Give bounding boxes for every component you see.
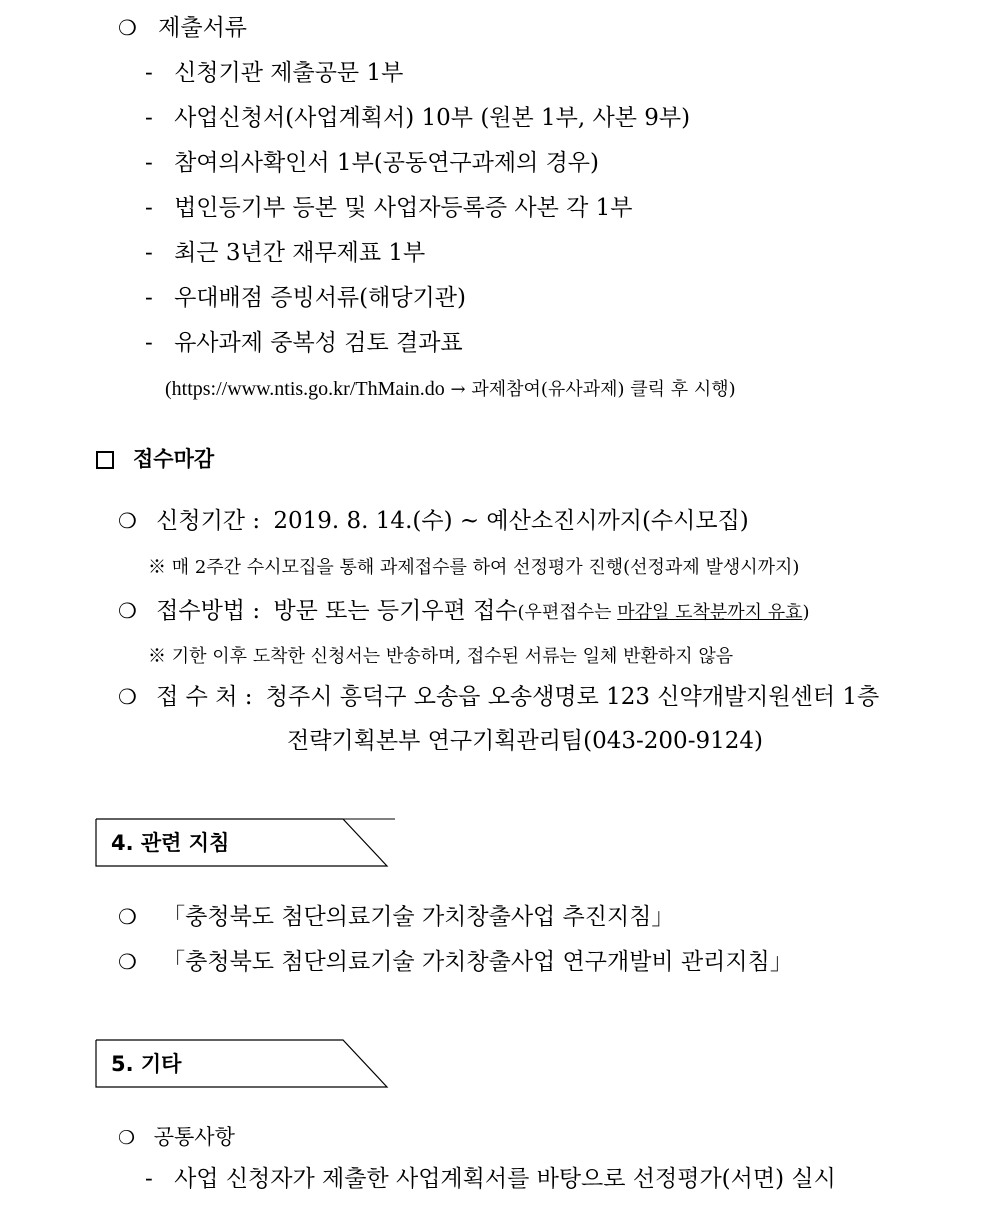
dash-bullet: - [145, 1166, 153, 1192]
method-note: ※ 기한 이후 도착한 신청서는 반송하며, 접수된 서류는 일체 반환하지 않음 [148, 646, 734, 667]
checkbox-square-icon [96, 451, 114, 469]
dash-bullet: - [145, 330, 153, 356]
circle-bullet-icon: ❍ [118, 950, 137, 974]
dash-bullet: - [145, 240, 153, 266]
common-heading-row [118, 1122, 235, 1153]
method-underlined-text: 마감일 도착분까지 유효 [617, 602, 803, 623]
dash-bullet: - [145, 285, 153, 311]
list-item-text: 우대배점 증빙서류(해당기관) [174, 285, 466, 311]
circle-bullet-icon: ❍ [118, 599, 137, 623]
place-line1: 청주시 흥덕구 오송읍 오송생명로 123 신약개발지원센터 1층 [265, 684, 880, 710]
dash-bullet: - [145, 60, 153, 86]
period-note: ※ 매 2주간 수시모집을 통해 과제접수를 하여 선정평가 진행(선정과제 발생시까지) [148, 557, 800, 578]
dash-bullet: - [145, 105, 153, 131]
url-note [165, 374, 736, 405]
section4-title: 4. 관련 지침 [111, 831, 230, 855]
deadline-heading: 접수마감 [133, 447, 215, 471]
list-item [145, 1164, 836, 1194]
list-item [145, 328, 463, 358]
section5-header [95, 1039, 395, 1089]
method-paren-close: ) [802, 602, 810, 623]
guideline-text: 「충청북도 첨단의료기술 가치창출사업 연구개발비 관리지침」 [162, 949, 793, 975]
list-item-text: 사업 신청자가 제출한 사업계획서를 바탕으로 선정평가(서면) 실시 [174, 1166, 836, 1192]
place-line2: 전략기획본부 연구기획관리팀(043-200-9124) [287, 728, 763, 754]
method-paren [518, 602, 810, 623]
circle-bullet-icon: ❍ [118, 905, 137, 929]
place-row [118, 682, 879, 712]
method-label: 접수방법 : [156, 598, 261, 624]
guideline-item [118, 947, 793, 977]
submit-docs-heading [118, 13, 247, 43]
guideline-text: 「충청북도 첨단의료기술 가치창출사업 추진지침」 [162, 904, 675, 930]
circle-bullet-icon: ❍ [118, 685, 137, 709]
section4-header [95, 818, 395, 868]
list-item [145, 283, 466, 313]
circle-bullet-icon: ❍ [118, 1127, 136, 1149]
url-note-text: → 과제참여(유사과제) 클릭 후 시행) [450, 379, 736, 400]
dash-bullet: - [145, 195, 153, 221]
common-heading-text: 공통사항 [153, 1125, 235, 1149]
list-item-text: 법인등기부 등본 및 사업자등록증 사본 각 1부 [174, 195, 633, 221]
list-item-text: 유사과제 중복성 검토 결과표 [174, 330, 463, 356]
list-item [145, 238, 425, 268]
url-link-text: (https://www.ntis.go.kr/ThMain.do [165, 378, 445, 400]
list-item [145, 193, 633, 223]
list-item-text: 신청기관 제출공문 1부 [174, 60, 404, 86]
dash-bullet: - [145, 150, 153, 176]
list-item-text: 최근 3년간 재무제표 1부 [174, 240, 426, 266]
list-item [145, 58, 403, 88]
circle-bullet-icon: ❍ [118, 509, 137, 533]
period-value: 2019. 8. 14.(수) ~ 예산소진시까지(수시모집) [273, 508, 749, 534]
method-paren-open: (우편접수는 [517, 602, 618, 623]
place-label: 접 수 처 : [156, 684, 253, 710]
list-item [145, 148, 599, 178]
guideline-item [118, 902, 674, 932]
list-item-text: 참여의사확인서 1부(공동연구과제의 경우) [174, 150, 600, 176]
circle-bullet-icon: ❍ [118, 16, 137, 40]
list-item [145, 103, 690, 133]
method-value: 방문 또는 등기우편 접수 [273, 598, 518, 624]
list-item-text: 사업신청서(사업계획서) 10부 (원본 1부, 사본 9부) [174, 105, 691, 131]
submit-docs-heading-text: 제출서류 [158, 15, 248, 41]
period-row [118, 506, 749, 536]
method-row [118, 596, 810, 628]
period-label: 신청기간 : [156, 508, 261, 534]
section5-title: 5. 기타 [111, 1052, 182, 1076]
